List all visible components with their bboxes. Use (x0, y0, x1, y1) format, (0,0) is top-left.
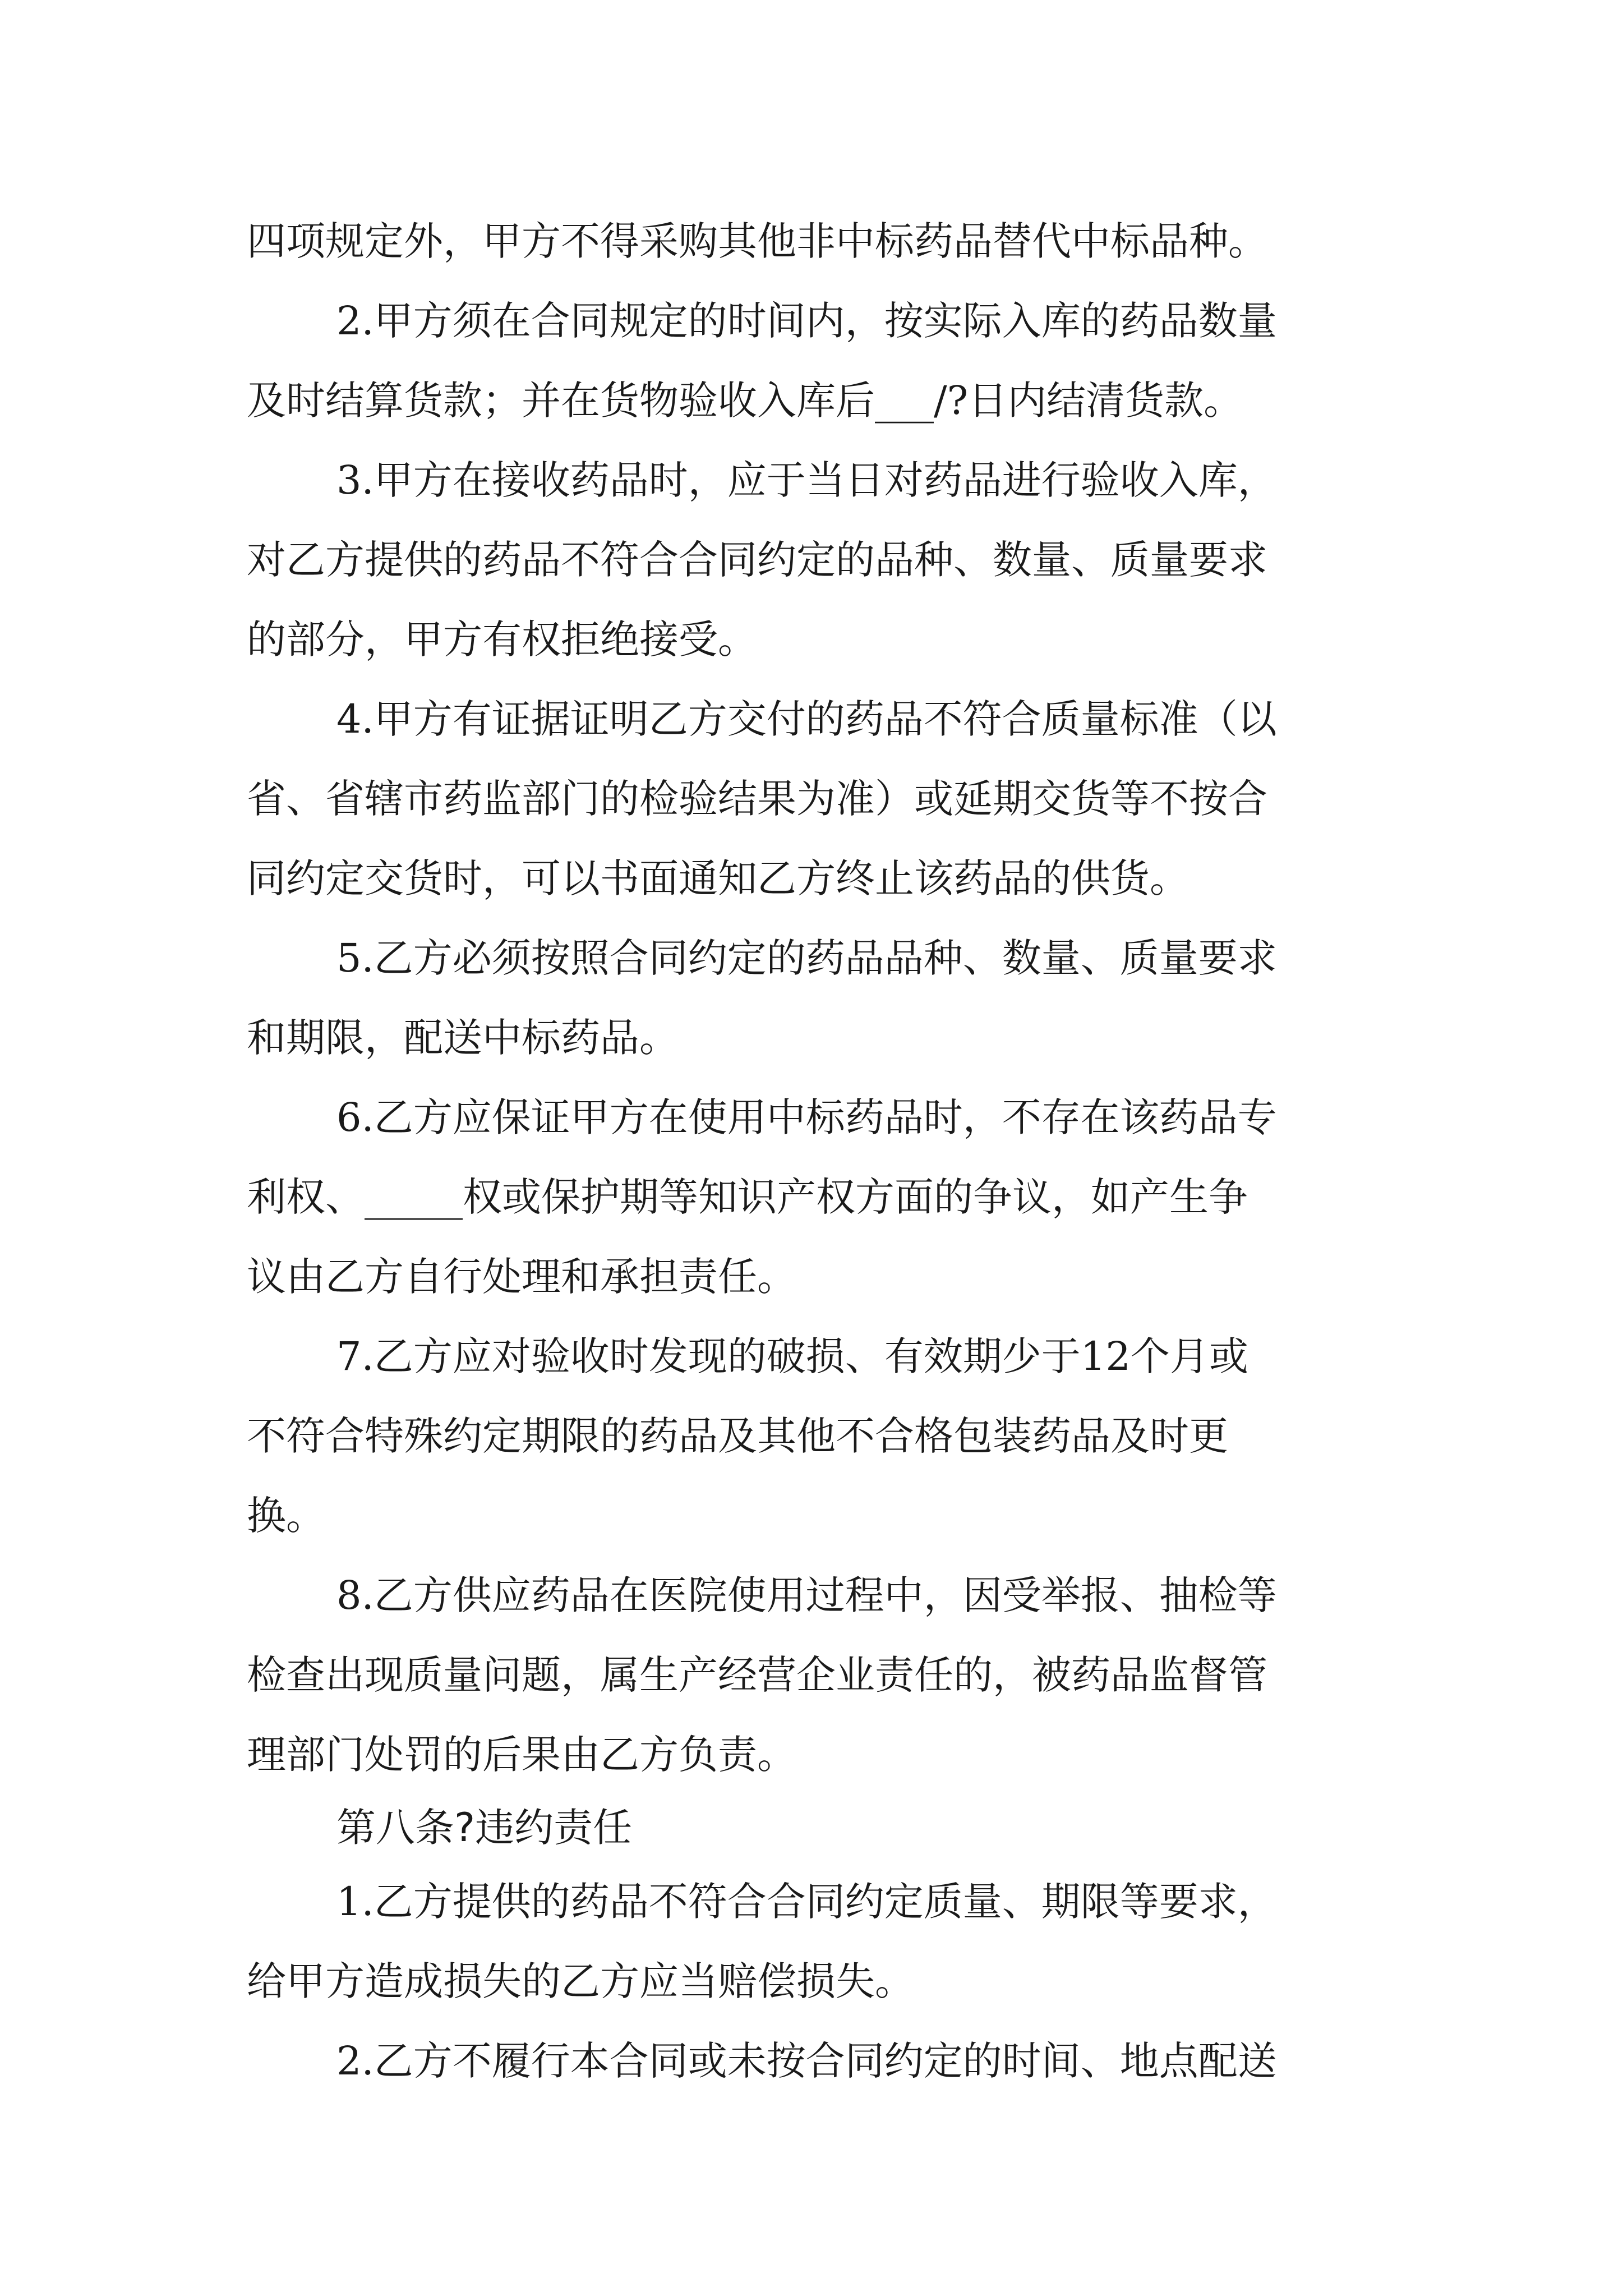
text-line: 理部门处罚的后果由乙方负责。 (247, 1732, 796, 1778)
text-line: 6.乙方应保证甲方在使用中标药品时，不存在该药品专 (336, 1094, 1277, 1140)
text-line: 给甲方造成损失的乙方应当赔偿损失。 (247, 1958, 914, 2004)
text-line: 对乙方提供的药品不符合合同约定的品种、数量、质量要求 (247, 537, 1267, 583)
text-line: 利权、_____权或保护期等知识产权方面的争议，如产生争 (247, 1174, 1248, 1220)
text-line: 4.甲方有证据证明乙方交付的药品不符合质量标准（以 (336, 696, 1277, 742)
text-line: 3.甲方在接收药品时，应于当日对药品进行验收入库， (336, 457, 1277, 503)
text-line: 换。 (247, 1493, 325, 1539)
text-line: 省、省辖市药监部门的检验结果为准）或延期交货等不按合 (247, 776, 1267, 822)
text-line: 2.乙方不履行本合同或未按合同约定的时间、地点配送 (336, 2038, 1277, 2084)
text-line: 不符合特殊约定期限的药品及其他不合格包装药品及时更 (247, 1413, 1228, 1459)
text-line: 及时结算货款；并在货物验收入库后___/?日内结清货款。 (247, 378, 1243, 424)
text-line: 5.乙方必须按照合同约定的药品品种、数量、质量要求 (336, 935, 1277, 981)
text-line: 7.乙方应对验收时发现的破损、有效期少于12个月或 (336, 1333, 1248, 1379)
text-line: 的部分，甲方有权拒绝接受。 (247, 616, 757, 662)
text-line: 四项规定外，甲方不得采购其他非中标药品替代中标品种。 (247, 218, 1267, 264)
text-line: 同约定交货时，可以书面通知乙方终止该药品的供货。 (247, 855, 1189, 901)
section-heading: 第八条?违约责任 (336, 1805, 633, 1851)
text-line: 和期限，配送中标药品。 (247, 1015, 679, 1061)
text-line: 8.乙方供应药品在医院使用过程中，因受举报、抽检等 (336, 1572, 1277, 1618)
text-line: 2.甲方须在合同规定的时间内，按实际入库的药品数量 (336, 298, 1277, 344)
text-line: 议由乙方自行处理和承担责任。 (247, 1254, 796, 1300)
text-line: 1.乙方提供的药品不符合合同约定质量、期限等要求， (336, 1879, 1277, 1925)
text-line: 检查出现质量问题，属生产经营企业责任的，被药品监督管 (247, 1652, 1267, 1698)
